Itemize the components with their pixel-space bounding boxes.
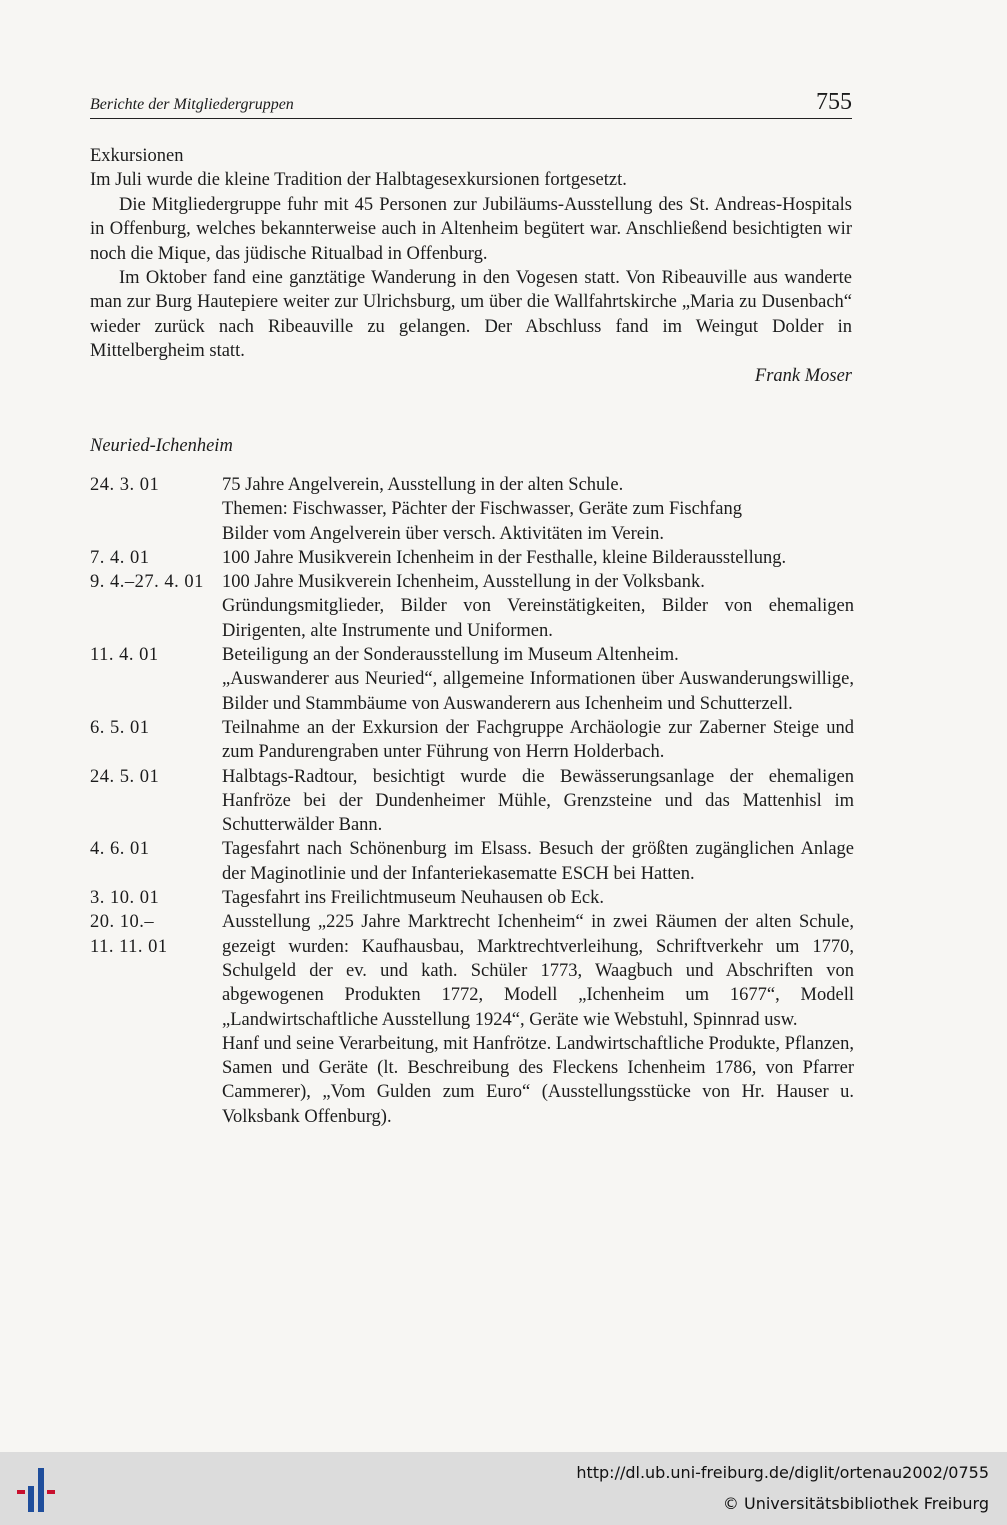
event-entry	[90, 570, 854, 643]
event-text-line: Bilder vom Angelverein über versch. Aktivitäten im Verein.	[222, 523, 665, 544]
event-text-line: 75 Jahre Angelverein, Ausstellung in der alten Schule.	[222, 475, 624, 495]
ub-freiburg-logo-icon	[14, 1464, 64, 1514]
event-text-line: Beteiligung an der Sonderausstellung im Museum Altenheim.	[222, 645, 679, 666]
event-description	[222, 473, 854, 546]
event-entry	[90, 546, 854, 570]
footer-bar	[0, 1452, 1007, 1525]
event-text-line: Themen: Fischwasser, Pächter der Fischwasser, Geräte zum Fischfang	[222, 499, 742, 520]
intro-section	[90, 144, 852, 388]
event-text-line: 100 Jahre Musikverein Ichenheim, Ausstellung in der Volksbank.	[222, 572, 705, 593]
event-text-line: Tagesfahrt ins Freilichtmuseum Neuhausen ob Eck.	[222, 888, 604, 909]
event-description	[222, 765, 854, 838]
event-text-line: Teilnahme an der Exkursion der Fachgruppe Archäologie zur Zaberner Steige und zum Pandurengraben unter Führung von Herrn Holderbach.	[222, 717, 854, 763]
event-text-line: Ausstellung „225 Jahre Marktrecht Ichenheim“ in zwei Räumen der alten Schule, gezeigt wurden: Kaufhausbau, Marktrechtverleihung, Schriftverkehr um 1770, Schulgeld der ev. und kath. Schüler 1773, Waagbuch und Abschriften von abgewogenen Produkten 1772, Modell „Ichenheim um 1677“, Modell „Landwirtschaftliche Ausstellung 1924“, Geräte wie Webstuhl, Spinnrad usw.	[222, 912, 854, 1030]
page-header	[90, 86, 852, 119]
section-title: Neuried-Ichenheim	[90, 436, 233, 456]
event-text-line: „Auswanderer aus Neuried“, allgemeine Informationen über Auswanderungswillige, Bilder und Stammbäume von Auswanderern aus Ichenheim und Schutterzell.	[222, 669, 854, 714]
event-date: 7. 4. 01	[90, 547, 150, 568]
event-entry	[90, 910, 854, 1129]
intro-paragraph-3: Im Oktober fand eine ganztätige Wanderung in den Vogesen statt. Von Ribeauville aus wanderte man zur Burg Hautepiere weiter zur Ulrichsburg, um über die Wallfahrtskirche „Maria zu Dusenbach“ wieder zurück nach Ribeauville zu gelangen. Der Abschluss fand im Weingut Dolder in Mittelbergheim statt.	[90, 268, 852, 362]
copyright-notice: © Universitätsbibliothek Freiburg	[722, 1494, 989, 1513]
event-date: 3. 10. 01	[90, 888, 160, 909]
intro-paragraph-2: Die Mitgliedergruppe fuhr mit 45 Personen zur Jubiläums-Ausstellung des St. Andreas-Hospitals in Offenburg, welches bekannterweise auch in Altenheim begütert war. Anschließend besichtigten wir noch die Mique, das jüdische Ritualbad in Offenburg.	[90, 194, 852, 264]
running-title: Berichte der Mitgliedergruppen	[90, 96, 294, 113]
event-entry	[90, 765, 854, 838]
event-date: 9. 4.–27. 4. 01	[90, 572, 204, 593]
event-description	[222, 837, 854, 886]
event-text-line: Tagesfahrt nach Schönenburg im Elsass. Besuch der größten zugänglichen Anlage der Maginotlinie und der Infanteriekasematte ESCH bei Hatten.	[222, 839, 854, 884]
event-entry	[90, 473, 854, 546]
event-list	[90, 473, 854, 1129]
source-url[interactable]: http://dl.ub.uni-freiburg.de/diglit/ortenau2002/0755	[576, 1463, 989, 1482]
event-entry	[90, 716, 854, 765]
event-text-line: 100 Jahre Musikverein Ichenheim in der Festhalle, kleine Bilderausstellung.	[222, 547, 787, 568]
intro-paragraph-1: Im Juli wurde die kleine Tradition der Halbtagesexkursionen fortgesetzt.	[90, 170, 627, 191]
event-date: 6. 5. 01	[90, 717, 150, 738]
event-description	[222, 910, 854, 1129]
event-date: 4. 6. 01	[90, 839, 150, 860]
event-date: 11. 4. 01	[90, 645, 159, 666]
event-description	[222, 643, 854, 716]
event-date: 20. 10.– 11. 11. 01	[90, 912, 168, 957]
event-description	[222, 716, 854, 765]
event-date: 24. 3. 01	[90, 475, 160, 495]
event-entry	[90, 837, 854, 886]
event-description	[222, 546, 854, 570]
event-entry	[90, 886, 854, 910]
event-description	[222, 570, 854, 643]
event-text-line: Gründungsmitglieder, Bilder von Vereinstätigkeiten, Bilder von ehemaligen Dirigenten, alte Instrumente und Uniformen.	[222, 596, 854, 641]
event-date: 24. 5. 01	[90, 766, 160, 787]
intro-heading: Exkursionen	[90, 146, 184, 166]
event-description	[222, 886, 854, 910]
page-number: 755	[816, 89, 852, 115]
event-entry	[90, 643, 854, 716]
author-signature: Frank Moser	[754, 365, 852, 386]
event-text-line: Halbtags-Radtour, besichtigt wurde die Bewässerungsanlage der ehemaligen Hanfröze bei der Dundenheimer Mühle, Grenzsteine und das Mattenhisl im Schutterwälder Bann.	[222, 766, 854, 836]
event-text-line: Hanf und seine Verarbeitung, mit Hanfrötze. Landwirtschaftliche Produkte, Pflanzen, Samen und Geräte (lt. Beschreibung des Fleckens Ichenheim 1786, von Pfarrer Cammerer), „Vom Gulden zum Euro“ (Ausstellungsstücke von Hr. Hauser u. Volksbank Offenburg).	[222, 1033, 854, 1127]
